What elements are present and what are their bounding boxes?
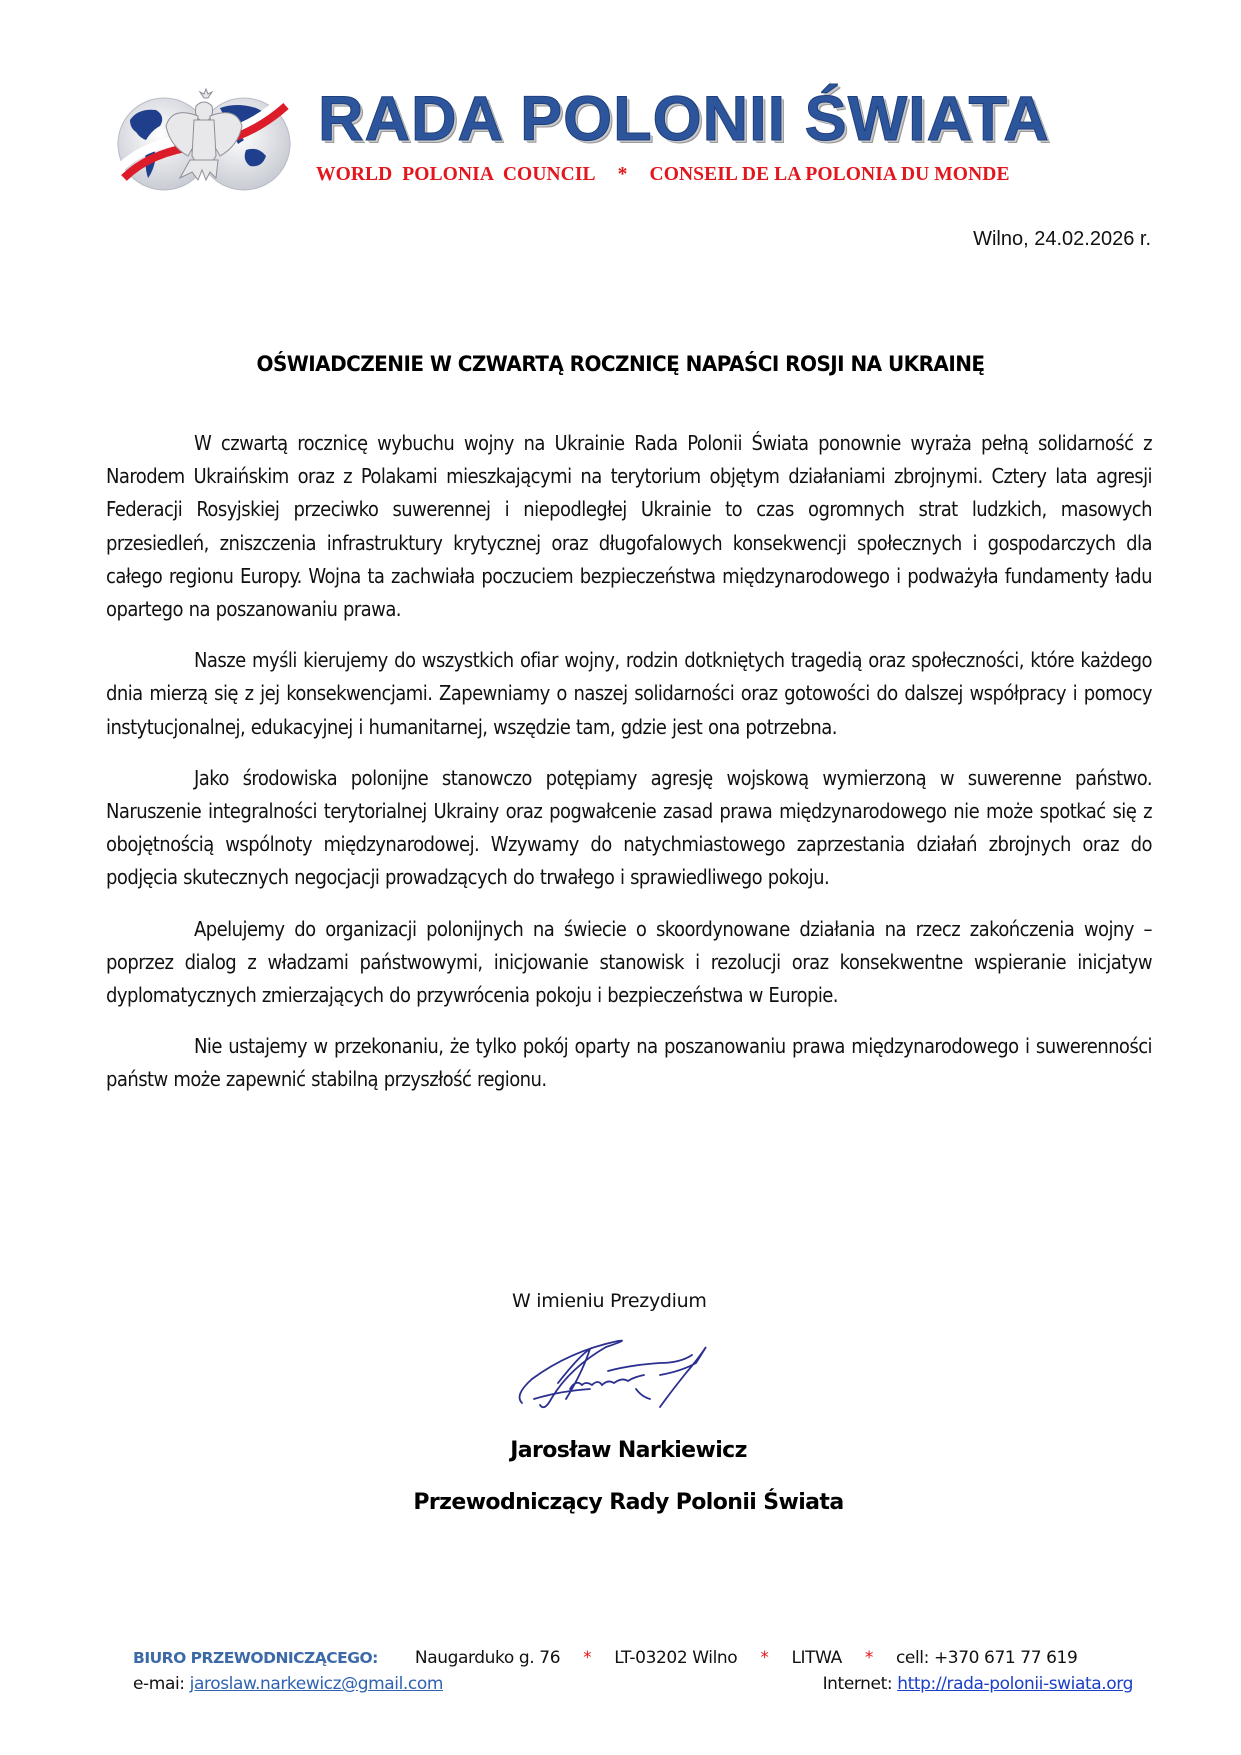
email-label: e-mai: <box>133 1674 185 1694</box>
street-address: Naugarduko g. 76 <box>414 1648 561 1668</box>
eagle-globe-logo-icon <box>116 86 292 194</box>
subtitle-english: WORLD POLONIA COUNCIL <box>316 164 596 185</box>
subtitle-separator: * <box>617 164 628 185</box>
internet-label: Internet: <box>822 1674 893 1694</box>
internet-group <box>823 1674 1133 1694</box>
website-link[interactable]: http://rada-polonii-swiata.org <box>897 1674 1133 1694</box>
organization-logo <box>116 86 292 194</box>
country: LITWA <box>791 1648 842 1668</box>
subtitle-french: CONSEIL DE LA POLONIA DU MONDE <box>649 164 1010 185</box>
document-body <box>106 427 1152 1115</box>
signer-name: Jarosław Narkiewicz <box>510 1438 747 1463</box>
organization-name: RADA POLONII ŚWIATA <box>318 84 1050 154</box>
on-behalf-label: W imieniu Prezydium <box>512 1290 707 1312</box>
document-title: OŚWIADCZENIE W CZWARTĄ ROCZNICĘ NAPAŚCI ROSJI NA UKRAINĘ <box>256 352 985 377</box>
signer-position: Przewodniczący Rady Polonii Świata <box>413 1490 844 1515</box>
document-date: Wilno, 24.02.2026 r. <box>973 228 1151 250</box>
paragraph: W czwartą rocznicę wybuchu wojny na Ukrainie Rada Polonii Świata ponownie wyraża pełną solidarność z Narodem Ukraińskim oraz z Polakami mieszkającymi na terytorium objętym działaniami zbrojnymi. Cztery lata agresji Federacji Rosyjskiej przeciwko suwerennej i niepodległej Ukrainie to czas ogromnych strat ludzkich, masowych przesiedleń, zniszczenia infrastruktury krytycznej oraz długofalowych konsekwencji społecznych i gospodarczych dla całego regionu Europy. Wojna ta zachwiała poczuciem bezpieczeństwa międzynarodowego i podważyła fundamenty ładu opartego na poszanowaniu prawa. <box>106 431 1152 622</box>
paragraph: Jako środowiska polonijne stanowczo potępiamy agresję wojskową wymierzoną w suwerenne państwo. Naruszenie integralności terytorialnej Ukrainy oraz pogwałcenie zasad prawa międzynarodowego nie może spotkać się z obojętnością wspólnoty międzynarodowej. Wzywamy do natychmiastowego zaprzestania działań zbrojnych oraz do podjęcia skutecznych negocjacji prowadzących do trwałego i sprawiedliwego pokoju. <box>106 765 1152 890</box>
organization-subtitle <box>316 164 1096 186</box>
footer-address-row <box>133 1648 1133 1674</box>
office-label: BIURO PRZEWODNICZĄCEGO: <box>133 1649 378 1667</box>
paragraph: Nasze myśli kierujemy do wszystkich ofiar wojny, rodzin dotkniętych tragedią oraz społeczności, które każdego dnia mierzą się z jej konsekwencjami. Zapewniamy o naszej solidarności oraz gotowości do dalszej współpracy i pomocy instytucjonalnej, edukacyjnej i humanitarnej, wszędzie tam, gdzie jest ona potrzebna. <box>106 648 1152 739</box>
footer-contact <box>133 1648 1133 1700</box>
email-link[interactable]: jaroslaw.narkewicz@gmail.com <box>189 1674 444 1694</box>
cell-phone: cell: +370 671 77 619 <box>895 1648 1078 1668</box>
separator-star: * <box>864 1648 873 1668</box>
signature-icon <box>510 1325 740 1425</box>
handwritten-signature <box>510 1325 740 1425</box>
paragraph: Nie ustajemy w przekonaniu, że tylko pokój oparty na poszanowaniu prawa międzynarodowego i suwerenności państw może zapewnić stabilną przyszłość regionu. <box>106 1034 1152 1092</box>
paragraph: Apelujemy do organizacji polonijnych na świecie o skoordynowane działania na rzecz zakończenia wojny – poprzez dialog z władzami państwowymi, inicjowanie stanowisk i rezolucji oraz konsekwentne wspieranie inicjatyw dyplomatycznych zmierzających do przywrócenia pokoju i bezpieczeństwa w Europie. <box>106 916 1152 1008</box>
postal-city: LT-03202 Wilno <box>614 1648 738 1668</box>
footer-links-row <box>133 1674 1133 1700</box>
separator-star: * <box>760 1648 769 1668</box>
separator-star: * <box>583 1648 592 1668</box>
